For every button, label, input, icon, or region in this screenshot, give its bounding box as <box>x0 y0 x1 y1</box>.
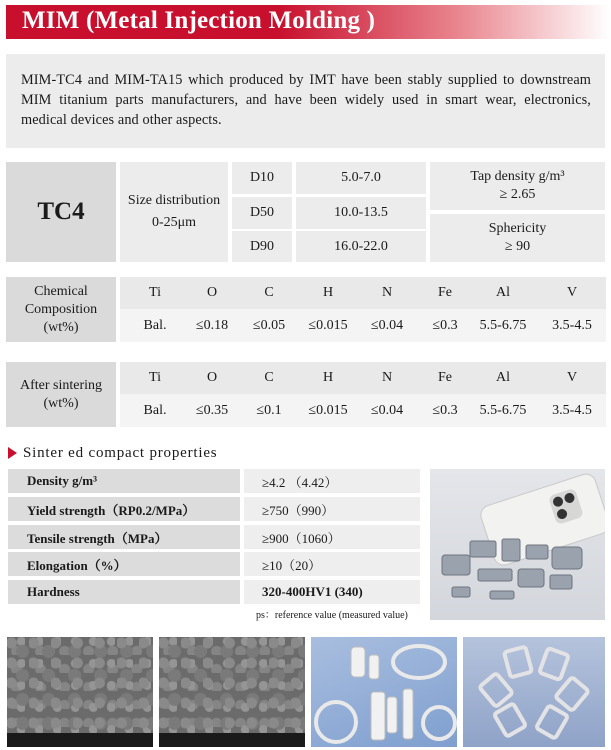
chemical-element: Al <box>496 285 510 300</box>
sintering-element: Ti <box>149 370 161 385</box>
sintering-element: Al <box>496 370 510 385</box>
d90-value: 16.0-22.0 <box>296 231 426 262</box>
d50-label: D50 <box>232 197 292 229</box>
sintering-table <box>120 362 606 427</box>
chemical-value: ≤0.015 <box>304 309 352 342</box>
sphericity-cell <box>430 214 605 262</box>
chemical-label: Chemical Composition (wt%) <box>6 277 116 342</box>
tap-density-cell <box>430 162 605 210</box>
properties-section-header <box>8 444 217 462</box>
property-label: Tensile strength（MPa） <box>8 525 240 549</box>
sintering-element: C <box>264 370 274 385</box>
size-distribution-cell <box>120 162 228 262</box>
size-distribution-label: Size distribution <box>127 193 221 208</box>
sintering-value: 3.5-4.5 <box>538 394 606 427</box>
reference-note: ps：reference value (measured value) <box>256 610 408 621</box>
chemical-element: V <box>566 285 578 300</box>
chemical-element: Fe <box>438 285 452 300</box>
sintering-value: ≤0.35 <box>190 394 234 427</box>
property-value: 320-400HV1 (340) <box>244 580 420 604</box>
sintering-value: 5.5-6.75 <box>468 394 538 427</box>
sintering-element: N <box>381 370 393 385</box>
grade-label: TC4 <box>6 162 116 262</box>
chemical-element: H <box>322 285 334 300</box>
chemical-element: O <box>206 285 218 300</box>
chemical-value: Bal. <box>120 309 190 342</box>
property-value: ≥750（990） <box>244 497 420 521</box>
size-distribution-range: 0-25μm <box>151 215 197 230</box>
tap-density-value: ≥ 2.65 <box>499 187 536 202</box>
chemical-value: 5.5-6.75 <box>468 309 538 342</box>
chemical-value: ≤0.05 <box>234 309 304 342</box>
sintering-label: After sintering (wt%) <box>6 362 116 427</box>
sintering-value: ≤0.3 <box>422 394 468 427</box>
product-parts-photo <box>430 469 605 620</box>
d10-label: D10 <box>232 162 292 194</box>
property-label: Yield strength（RP0.2/MPa） <box>8 497 240 521</box>
sem-micrograph-1 <box>7 637 153 747</box>
d10-value: 5.0-7.0 <box>296 162 426 194</box>
d50-value: 10.0-13.5 <box>296 197 426 229</box>
sintering-element: O <box>206 370 218 385</box>
sphericity-value: ≥ 90 <box>504 239 531 254</box>
intro-text: MIM-TC4 and MIM-TA15 which produced by IMT have been stably supplied to downstream MIM titanium parts manufacturers, and have been widely used in smart wear, electronics, medical devices and other aspects. <box>21 72 591 128</box>
chemical-table <box>120 277 606 342</box>
chemical-value: ≤0.04 <box>352 309 422 342</box>
sintering-element: H <box>322 370 334 385</box>
chemical-element: N <box>381 285 393 300</box>
chemical-value: ≤0.3 <box>422 309 468 342</box>
property-value: ≥4.2 （4.42） <box>244 469 420 493</box>
property-label: Elongation（%） <box>8 552 240 576</box>
chemical-element: C <box>264 285 274 300</box>
sintering-value: Bal. <box>120 394 190 427</box>
sintering-value: ≤0.1 <box>234 394 304 427</box>
page-title: MIM (Metal Injection Molding ) <box>22 7 376 34</box>
chemical-value: 3.5-4.5 <box>538 309 606 342</box>
sem-micrograph-2 <box>159 637 305 747</box>
sintering-element: Fe <box>438 370 452 385</box>
title-banner <box>6 5 610 39</box>
properties-section-title: Sinter ed compact properties <box>23 444 218 461</box>
sem-info-bar <box>159 733 305 747</box>
sintering-element: V <box>566 370 578 385</box>
property-value: ≥10（20） <box>244 552 420 576</box>
tap-density-label: Tap density g/m³ <box>470 169 565 184</box>
sintering-value: ≤0.04 <box>352 394 422 427</box>
sintering-value: ≤0.015 <box>304 394 352 427</box>
sem-info-bar <box>7 733 153 747</box>
chemical-element: Ti <box>149 285 161 300</box>
titanium-parts-photo <box>311 637 457 747</box>
intro-box <box>6 54 605 148</box>
d90-label: D90 <box>232 231 292 262</box>
sphericity-label: Sphericity <box>488 221 547 236</box>
buckle-parts-photo <box>463 637 605 747</box>
triangle-bullet-icon <box>8 447 17 459</box>
chemical-value: ≤0.18 <box>190 309 234 342</box>
property-value: ≥900（1060） <box>244 525 420 549</box>
property-label: Density g/m³ <box>8 469 240 493</box>
property-label: Hardness <box>8 580 240 604</box>
